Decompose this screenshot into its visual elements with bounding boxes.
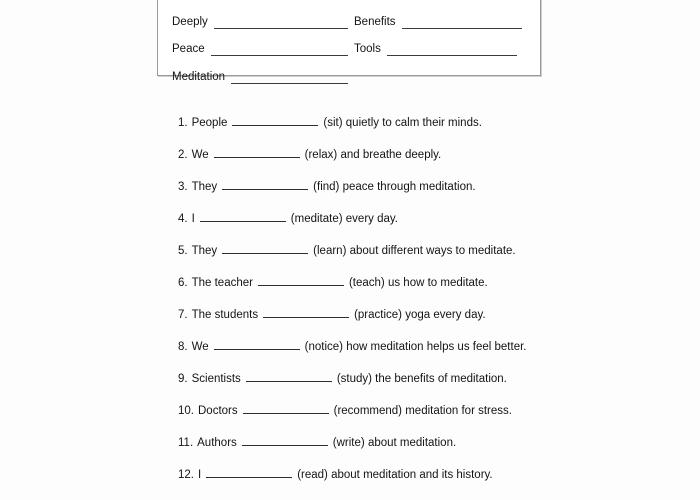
exercise-subject: I <box>191 213 195 225</box>
exercise-number: 4. <box>178 213 188 225</box>
exercise-item <box>178 436 688 468</box>
exercise-item <box>178 404 688 436</box>
exercise-number: 2. <box>178 149 188 161</box>
exercise-sentence-tail: quietly to calm their minds. <box>345 117 482 129</box>
exercise-sentence-tail: about meditation and its history. <box>331 469 493 481</box>
exercise-subject: The teacher <box>191 277 253 289</box>
exercise-subject: The students <box>191 309 259 321</box>
exercise-answer-blank[interactable] <box>243 403 329 414</box>
exercise-subject: People <box>191 117 228 129</box>
exercise-number: 1. <box>178 117 188 129</box>
word-bank-answer-blank[interactable] <box>211 45 348 56</box>
exercise-sentence-tail: us how to meditate. <box>387 277 488 289</box>
exercise-item <box>178 244 688 276</box>
exercise-sentence-tail: about meditation. <box>367 437 457 449</box>
exercise-item <box>178 148 688 180</box>
word-bank-label: Deeply <box>172 15 208 28</box>
exercise-sentence-tail: about different ways to meditate. <box>349 245 516 257</box>
exercise-answer-blank[interactable] <box>214 147 300 158</box>
word-bank-answer-blank[interactable] <box>231 73 348 84</box>
word-bank-label: Tools <box>354 43 381 55</box>
exercise-verb-hint: (study) <box>336 373 372 385</box>
exercise-answer-blank[interactable] <box>200 211 286 222</box>
exercise-number: 7. <box>178 309 188 321</box>
exercise-verb-hint: (write) <box>332 437 365 449</box>
exercise-subject: I <box>198 469 202 481</box>
exercise-sentence-tail: meditation for stress. <box>405 405 512 417</box>
exercise-item <box>178 116 688 148</box>
exercise-answer-blank[interactable] <box>222 179 308 190</box>
exercise-number: 3. <box>178 181 188 193</box>
word-bank-box <box>157 0 541 83</box>
word-bank-entry-left <box>172 43 354 56</box>
word-bank-grid <box>172 1 528 84</box>
exercise-number: 6. <box>178 277 188 289</box>
word-bank-answer-blank[interactable] <box>402 18 522 29</box>
exercise-verb-hint: (meditate) <box>290 213 343 225</box>
exercise-verb-hint: (recommend) <box>333 405 403 417</box>
exercise-answer-blank[interactable] <box>232 115 318 126</box>
exercise-sentence-tail: how meditation helps us feel better. <box>346 341 527 353</box>
exercise-item <box>178 340 688 372</box>
exercise-subject: They <box>191 245 218 257</box>
exercise-verb-hint: (find) <box>313 181 340 193</box>
exercise-verb-hint: (teach) <box>348 277 385 289</box>
exercise-item <box>178 180 688 212</box>
word-bank-label: Peace <box>172 43 205 55</box>
exercise-number: 12. <box>178 469 194 481</box>
word-bank-entry-right <box>354 43 528 56</box>
word-bank-answer-blank[interactable] <box>387 45 517 56</box>
word-bank-label: Meditation <box>172 70 226 83</box>
exercise-verb-hint: (sit) <box>323 117 343 129</box>
exercise-number: 11. <box>178 437 194 449</box>
exercise-number: 8. <box>178 341 188 353</box>
exercise-subject: We <box>191 341 209 353</box>
exercise-subject: Scientists <box>191 373 241 385</box>
exercise-answer-blank[interactable] <box>263 307 349 318</box>
exercise-answer-blank[interactable] <box>206 467 292 478</box>
exercise-number: 9. <box>178 373 188 385</box>
word-bank-label: Benefits <box>354 15 396 28</box>
exercise-answer-blank[interactable] <box>214 339 300 350</box>
exercise-answer-blank[interactable] <box>222 243 308 254</box>
exercise-verb-hint: (notice) <box>304 341 343 353</box>
exercise-sentence-tail: the benefits of meditation. <box>375 373 507 385</box>
exercise-subject: Doctors <box>198 405 238 417</box>
word-bank-entry-left <box>172 71 354 84</box>
exercise-verb-hint: (read) <box>297 469 328 481</box>
exercise-item <box>178 276 688 308</box>
exercise-subject: We <box>191 149 209 161</box>
exercise-answer-blank[interactable] <box>246 371 332 382</box>
exercise-verb-hint: (practice) <box>354 309 403 321</box>
exercise-list <box>178 116 688 500</box>
word-bank-row <box>172 29 528 57</box>
word-bank-entry-right <box>354 16 528 29</box>
word-bank-answer-blank[interactable] <box>214 18 348 29</box>
exercise-sentence-tail: every day. <box>345 213 398 225</box>
word-bank-row <box>172 56 528 84</box>
word-bank-entry-left <box>172 16 354 29</box>
exercise-answer-blank[interactable] <box>242 435 328 446</box>
exercise-verb-hint: (learn) <box>313 245 347 257</box>
exercise-answer-blank[interactable] <box>258 275 344 286</box>
exercise-item <box>178 212 688 244</box>
exercise-item <box>178 308 688 340</box>
exercise-sentence-tail: yoga every day. <box>405 309 486 321</box>
exercise-subject: Authors <box>197 437 237 449</box>
exercise-subject: They <box>191 181 218 193</box>
exercise-item <box>178 468 688 500</box>
exercise-number: 5. <box>178 245 188 257</box>
exercise-item <box>178 372 688 404</box>
exercise-sentence-tail: and breathe deeply. <box>340 149 442 161</box>
word-bank-row <box>172 1 528 29</box>
exercise-number: 10. <box>178 405 194 417</box>
exercise-verb-hint: (relax) <box>304 149 338 161</box>
exercise-sentence-tail: peace through meditation. <box>342 181 476 193</box>
